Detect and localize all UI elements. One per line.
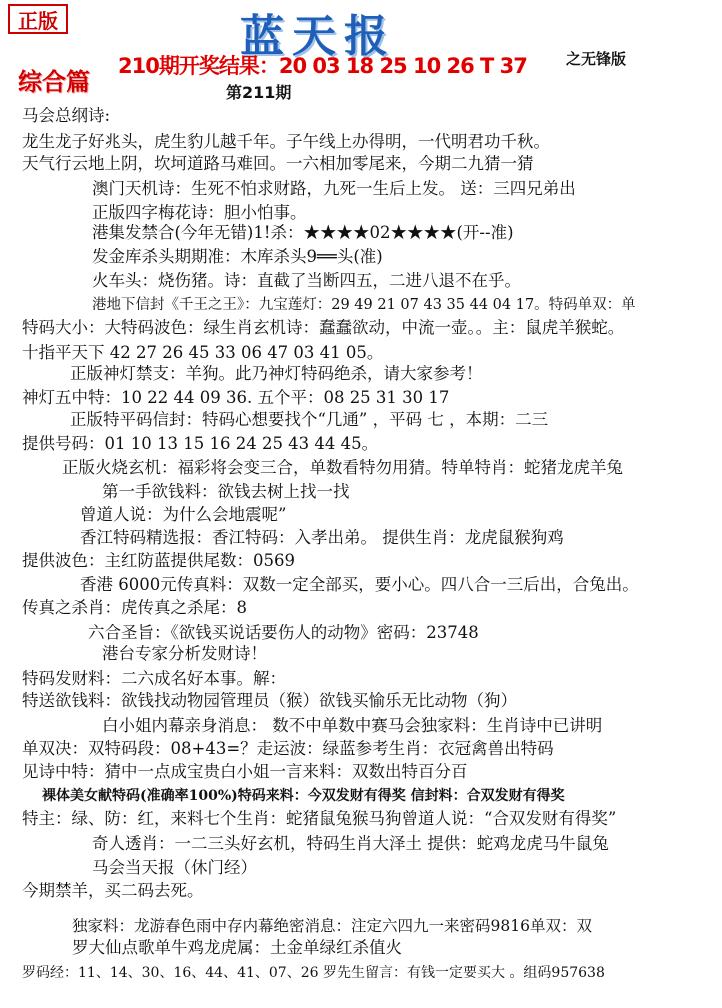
draw-result: 210期开奖结果：20 03 18 25 10 26 T 37 [118, 54, 527, 78]
text-line: 正版火烧玄机：福彩将会变三合，单数看特勿用猜。特单特肖：蛇猪龙虎羊兔 [62, 458, 623, 477]
text-line: 提供号码：01 10 13 15 16 24 25 43 44 45。 [22, 434, 379, 453]
text-line: 发金库杀头期期准：木库杀头9══头(准) [92, 247, 383, 266]
text-line: 单双决：双特码段：08+43=？走运波：绿蓝参考生肖：衣冠禽兽出特码 [22, 739, 554, 758]
text-line: 裸体美女献特码(准确率100%)特码来料：今双发财有得奖 信封料：合双发财有得奖 [42, 788, 565, 804]
text-line: 正版四字梅花诗：胆小怕事。 [92, 203, 307, 222]
text-line: 见诗中特：猜中一点成宝贵白小姐一言来料：双数出特百分百 [22, 762, 468, 781]
text-line: 龙生龙子好兆头，虎生豹儿越千年。子午线上办得明，一代明君功千秋。 [22, 132, 550, 151]
edition-label: 之无锋版 [566, 50, 627, 68]
text-line: 特码发财料：二六成名好本事。解： [22, 669, 286, 688]
text-line: 特码大小：大特码波色：绿生肖玄机诗：蠢蠢欲动，中流一壶。。主：鼠虎羊猴蛇。 [22, 318, 625, 337]
text-line: 神灯五中特：10 22 44 09 36. 五个平：08 25 31 30 17 [22, 388, 450, 407]
newspaper-title: 蓝天报 [240, 11, 396, 62]
text-line: 港地下信封《千王之王》：九宝莲灯：29 49 21 07 43 35 44 04 17。特码单双：单 [92, 297, 636, 313]
text-line: 正版神灯禁支：羊狗。此乃神灯特码绝杀，请大家参考！ [70, 364, 483, 383]
text-line: 火车头：烧伤猪。诗：直截了当断四五，二进八退不在乎。 [92, 271, 521, 290]
issue-number: 第211期 [226, 83, 292, 102]
text-line: 天气行云地上阴，坎坷道路马难回。一六相加零尾来，今期二九猜一猜 [22, 154, 534, 173]
text-line: 六合圣旨：《欲钱买说话要伤人的动物》密码：23748 [88, 623, 479, 642]
text-line: 曾道人说：为什么会地震呢” [80, 505, 287, 524]
edition-badge: 正版 [8, 4, 68, 34]
text-line: 港台专家分析发财诗！ [102, 644, 267, 663]
text-line: 特主：绿、防：红，来料七个生肖：蛇猪鼠兔猴马狗曾道人说：“合双发财有得奖” [22, 809, 617, 828]
section-title: 综合篇 [18, 67, 90, 96]
text-line: 正版特平码信封：特码心想要找个“几通” ，平码 七 ，本期：二三 [70, 410, 549, 429]
text-line: 今期禁羊，买二码去死。 [22, 881, 204, 900]
text-line: 特送欲钱料：欲钱找动物园管理员（猴）欲钱买愉乐无比动物（狗） [22, 691, 517, 710]
text-line: 罗码经：11、14、30、16、44、41、07、26 罗先生留言：有钱一定要买大 。组码957638 [22, 965, 605, 981]
text-line: 奇人透肖：一二三头好玄机，特码生肖大泽土 提供：蛇鸡龙虎马牛鼠兔 [92, 834, 609, 853]
text-line: 白小姐内幕亲身消息： 数不中单数中赛马会独家料：生肖诗中已讲明 [102, 716, 603, 735]
text-line: 十指平天下 42 27 26 45 33 06 47 03 41 05。 [22, 343, 384, 362]
text-line: 香江特码精选报：香江特码：入孝出弟。 提供生肖：龙虎鼠猴狗鸡 [80, 528, 564, 547]
text-line: 港集发禁合(今年无错)1!杀：★★★★02★★★★(开--准) [92, 223, 514, 242]
text-line: 罗大仙点歌单牛鸡龙虎属：土金单绿红杀值火 [72, 938, 402, 957]
text-line: 传真之杀肖：虎传真之杀尾：8 [22, 598, 247, 617]
text-line: 独家料：龙游春色雨中存内幕绝密消息：注定六四九一来密码9816单双：双 [72, 917, 592, 935]
text-line: 香港 6000元传真料：双数一定全部买，要小心。四八合一三后出，合兔出。 [80, 575, 639, 594]
text-line: 澳门天机诗：生死不怕求财路，九死一生后上发。 送：三四兄弟出 [92, 179, 576, 198]
text-line: 第一手欲钱料：欲钱去树上找一找 [102, 482, 350, 501]
text-line: 马会总纲诗: [22, 106, 111, 125]
text-line: 提供波色：主红防蓝提供尾数：0569 [22, 551, 295, 570]
text-line: 马会当天报（休门经） [92, 858, 257, 877]
